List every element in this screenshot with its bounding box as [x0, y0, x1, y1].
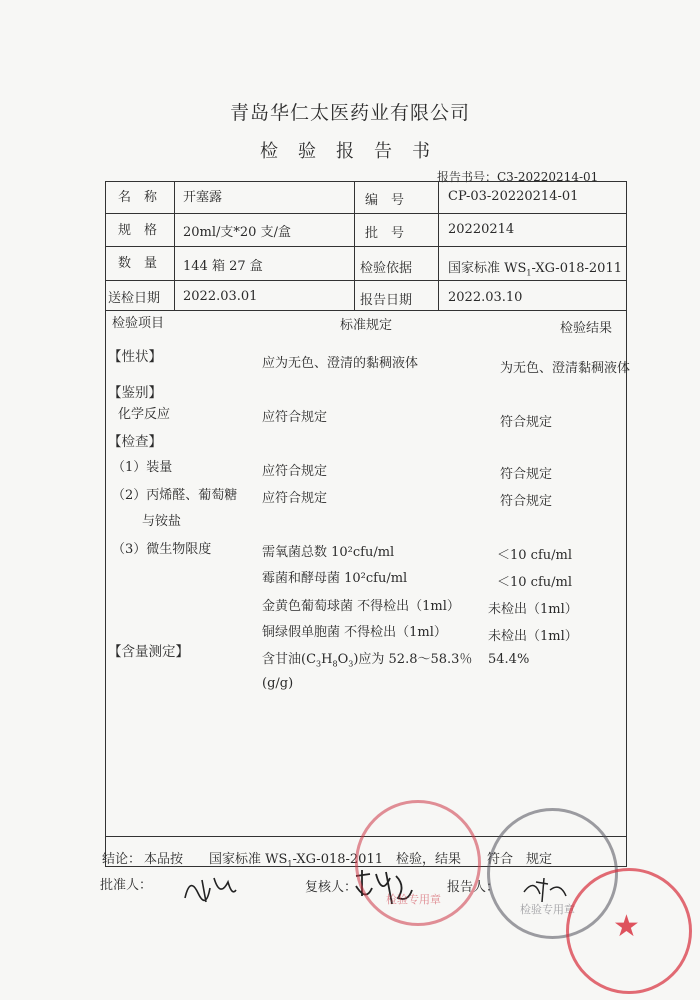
document-title: 检验报告书 — [260, 141, 450, 162]
staph-result: 未检出（1ml） — [488, 602, 578, 617]
inspection-seal-red — [355, 800, 481, 926]
microbial-item: （3）微生物限度 — [112, 542, 212, 557]
seal-text-gray: 检验专用章 — [520, 903, 575, 916]
identification-item: 化学反应 — [118, 407, 171, 422]
name-value: 开塞露 — [183, 190, 223, 205]
conclusion-label: 结论： — [102, 852, 142, 867]
quantity-label: 数 量 — [118, 256, 158, 271]
basis-label: 检验依据 — [360, 261, 413, 276]
identification-standard: 应符合规定 — [262, 410, 328, 425]
assay-result: 54.4% — [488, 652, 530, 667]
spec-value: 20ml/支*20 支/盒 — [183, 225, 291, 240]
star-icon: ★ — [613, 909, 640, 944]
approver-signature — [180, 868, 240, 908]
sent-date-value: 2022.03.01 — [183, 289, 258, 304]
character-result: 为无色、澄清黏稠液体 — [500, 361, 631, 376]
code-value: CP-03-20220214-01 — [448, 189, 579, 204]
mold-result: ＜10 cfu/ml — [497, 575, 573, 590]
company-name: 青岛华仁太医药业有限公司 — [229, 102, 470, 124]
assay-standard-unit: (g/g) — [262, 676, 294, 691]
approver-label: 批准人： — [100, 878, 153, 893]
report-date-label: 报告日期 — [360, 293, 413, 308]
character-standard: 应为无色、澄清的黏稠液体 — [262, 356, 419, 371]
section-character: 【性状】 — [108, 349, 162, 365]
aerobic-result: ＜10 cfu/ml — [497, 548, 573, 563]
report-number: 报告书号：C3-20220214-01 — [437, 170, 599, 184]
sent-date-label: 送检日期 — [108, 291, 161, 306]
pseudomonas-result: 未检出（1ml） — [488, 629, 578, 644]
quality-seal-red — [566, 868, 692, 994]
column-result-header: 检验结果 — [560, 321, 613, 336]
batch-label: 批 号 — [365, 226, 405, 241]
identification-result: 符合规定 — [500, 415, 553, 430]
mold-standard: 霉菌和酵母菌 10²cfu/ml — [262, 571, 408, 586]
conclusion-text: 本品按 国家标准 $WS_1-XG-018-2011$ 检验，结果 符合 规定 — [144, 852, 552, 869]
assay-standard: 含甘油$(C_3H_8O_3)$应为 52.8～58.3％ — [262, 652, 473, 669]
aerobic-standard: 需氧菌总数 10²cfu/ml — [262, 545, 395, 560]
section-assay: 【含量测定】 — [108, 644, 189, 660]
name-label: 名 称 — [118, 190, 158, 205]
report-date-value: 2022.03.10 — [448, 290, 523, 305]
quantity-value: 144 箱 27 盒 — [183, 259, 263, 274]
code-label: 编 号 — [365, 193, 405, 208]
batch-value: 20220214 — [448, 222, 515, 237]
seal-text: 检验专用章 — [386, 893, 441, 906]
fill-volume-result: 符合规定 — [500, 467, 553, 482]
acrolein-item: （2）丙烯醛、葡萄糖 — [112, 488, 238, 503]
fill-volume-item: （1）装量 — [112, 460, 173, 475]
column-standard-header: 标准规定 — [340, 318, 393, 333]
acrolein-standard: 应符合规定 — [262, 491, 328, 506]
section-checks: 【检查】 — [108, 434, 162, 450]
reviewer-label: 复核人： — [305, 880, 358, 895]
basis-value: 国家标准 $WS_1-XG-018-2011$ — [448, 261, 622, 278]
pseudomonas-standard: 铜绿假单胞菌 不得检出（1ml） — [262, 625, 447, 640]
section-identification: 【鉴别】 — [108, 385, 162, 401]
spec-label: 规 格 — [118, 223, 158, 238]
acrolein-result: 符合规定 — [500, 494, 553, 509]
acrolein-item-cont: 与铵盐 — [142, 514, 182, 529]
report-table — [105, 181, 627, 867]
fill-volume-standard: 应符合规定 — [262, 464, 328, 479]
staph-standard: 金黄色葡萄球菌 不得检出（1ml） — [262, 599, 460, 614]
reporter-label: 报告人： — [447, 880, 500, 895]
column-item-header: 检验项目 — [112, 316, 165, 331]
